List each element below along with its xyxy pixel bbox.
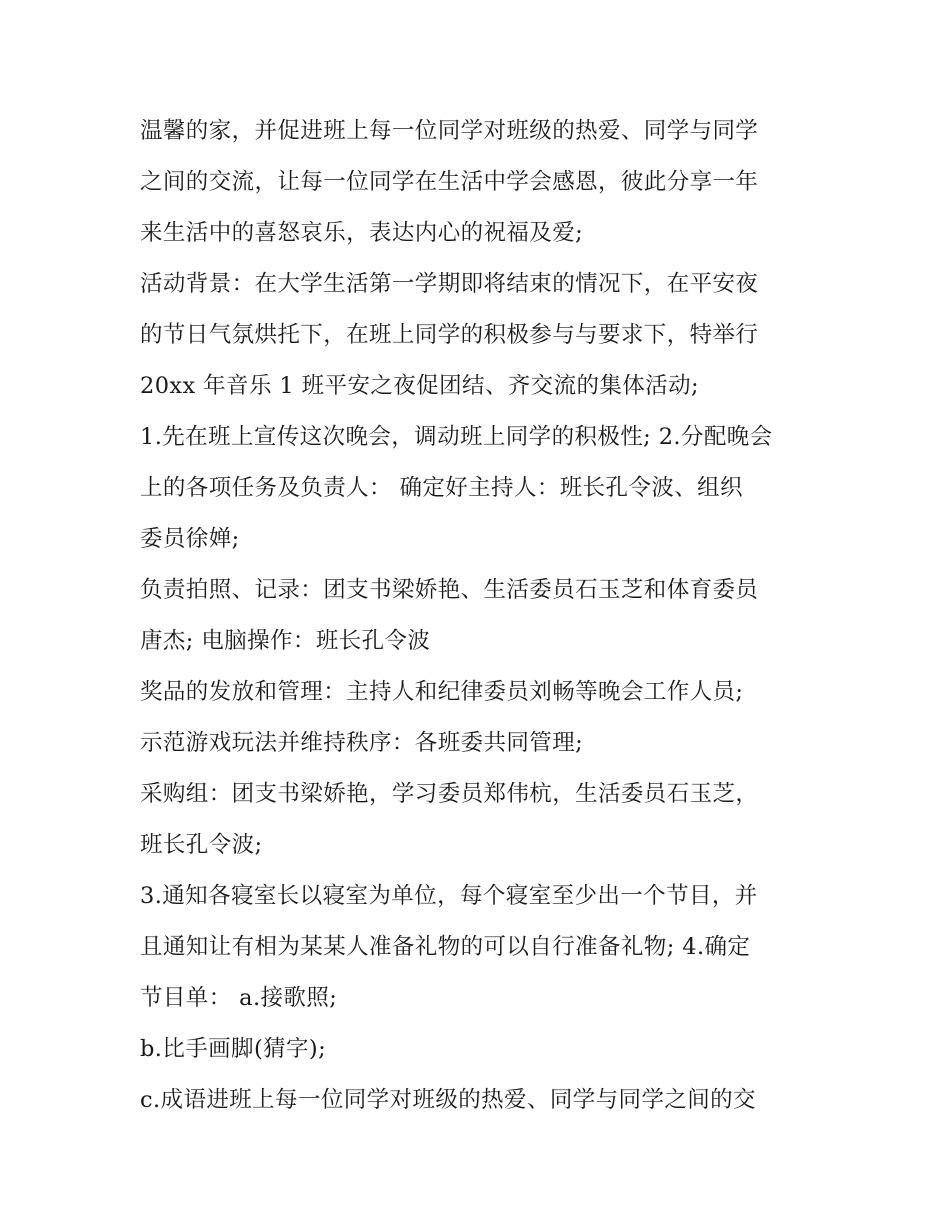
text-line-19: b.比手画脚(猜字); [140,1036,327,1062]
text-line-2: 之间的交流，让每一位同学在生活中学会感恩，彼此分享一年 [140,169,759,195]
text-line-4: 活动背景：在大学生活第一学期即将结束的情况下，在平安夜 [140,271,759,297]
text-line-11: 唐杰; 电脑操作：班长孔令波 [140,628,431,654]
text-line-5: 的节日气氛烘托下，在班上同学的积极参与与要求下，特举行 [140,322,759,348]
text-line-18: 节目单： a.接歌照; [140,985,338,1011]
text-line-7: 1.先在班上宣传这次晚会，调动班上同学的积极性; 2.分配晚会 [140,424,773,450]
text-line-15: 班长孔令波; [140,832,263,858]
text-line-16: 3.通知各寝室长以寝室为单位，每个寝室至少出一个节目，并 [140,883,758,909]
text-line-3: 来生活中的喜怒哀乐，表达内心的祝福及爱; [140,220,584,246]
text-line-17: 且通知让有相为某某人准备礼物的可以自行准备礼物; 4.确定 [140,934,751,960]
text-line-14: 采购组：团支书梁娇艳，学习委员郑伟杭，生活委员石玉芝， [140,781,759,807]
document-page [140,106,820,1126]
text-line-13: 示范游戏玩法并维持秩序：各班委共同管理; [140,730,584,756]
text-line-12: 奖品的发放和管理：主持人和纪律委员刘畅等晚会工作人员; [140,679,744,705]
text-line-6: 20xx 年音乐 1 班平安之夜促团结、齐交流的集体活动; [140,373,699,399]
text-line-8: 上的各项任务及负责人： 确定好主持人：班长孔令波、组织 [140,475,743,501]
text-line-20: c.成语进班上每一位同学对班级的热爱、同学与同学之间的交 [140,1087,756,1113]
text-line-1: 温馨的家，并促进班上每一位同学对班级的热爱、同学与同学 [140,118,759,144]
text-line-10: 负责拍照、记录：团支书梁娇艳、生活委员石玉芝和体育委员 [140,577,759,603]
text-line-9: 委员徐婵; [140,526,240,552]
